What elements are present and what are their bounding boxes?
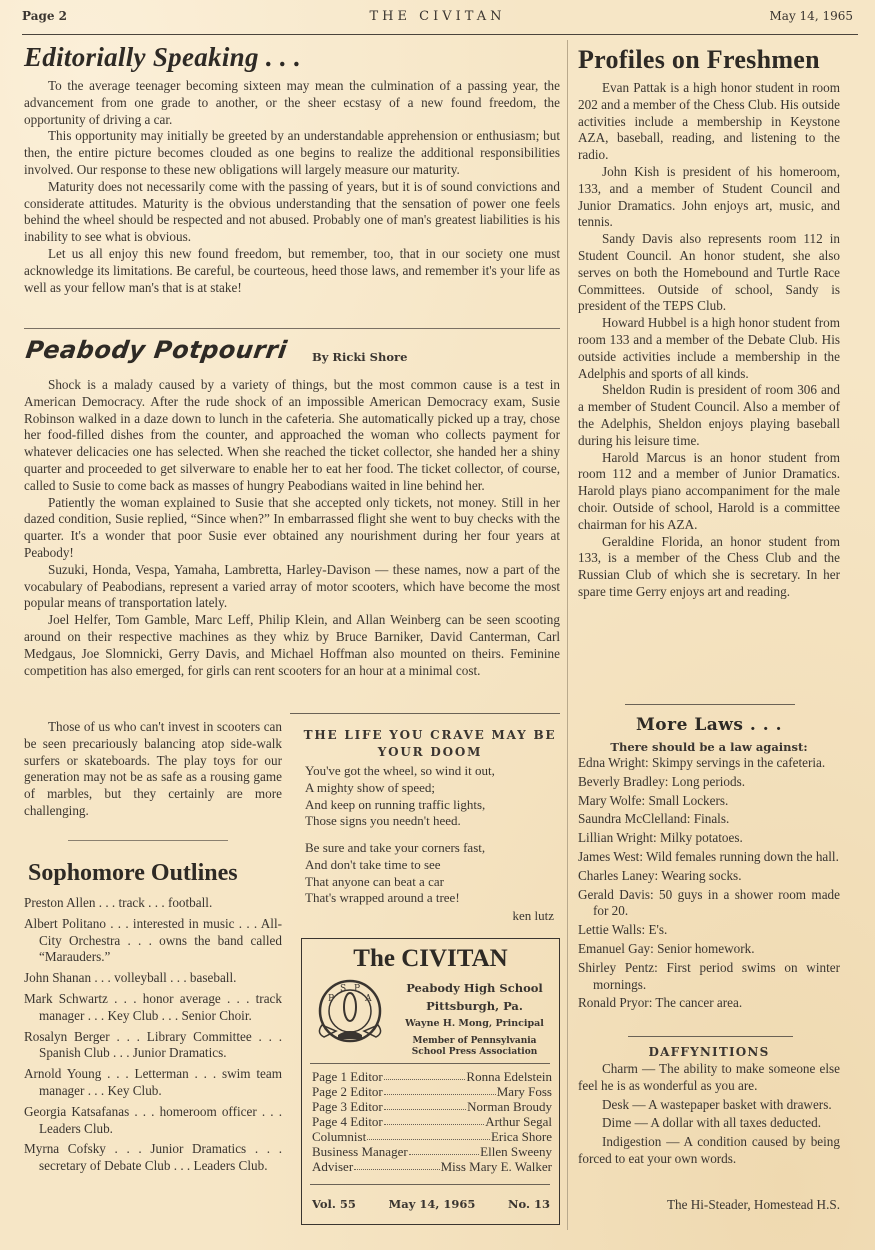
column-divider — [567, 40, 568, 1230]
svg-text:S: S — [340, 984, 347, 994]
list-item: Ronald Pryor: The cancer area. — [578, 995, 743, 1011]
staff-row — [312, 1084, 552, 1099]
masthead-member — [392, 1036, 557, 1058]
list-item: Mary Wolfe: Small Lockers. — [578, 792, 729, 808]
potpourri-paragraph: Suzuki, Honda, Vespa, Yamaha, Lambretta, Harley-Davison — these names, now a part of the vocabulary of Peabodians, represent a varied array of motor scooters, which have become the most popular means of transportation lately. — [24, 561, 560, 611]
list-item: Myrna Cofsky . . . Junior Dramatics . . . secretary of Debate Club . . . Leaders Club. — [24, 1141, 282, 1174]
section-rule — [24, 328, 560, 329]
staff-name: Erica Shore — [490, 1129, 552, 1144]
editorial-paragraph: This opportunity may initially be greeted by an understandable apprehension or enthusiasm; but then, the entire picture becomes clouded as one begins to realize the additional responsibilities involved. Our response to these new obligations will largely measure our maturity. — [24, 128, 560, 177]
section-rule — [68, 840, 228, 841]
potpourri-heading: Peabody Potpourri — [24, 336, 289, 364]
list-item: Lillian Wright: Milky potatoes. — [578, 830, 743, 846]
staff-row — [312, 1129, 552, 1144]
masthead-principal: Wayne H. Mong, Principal — [405, 1018, 544, 1029]
list-item: Beverly Bradley: Long periods. — [578, 773, 746, 789]
staff-role: Page 2 Editor — [312, 1084, 383, 1099]
issue-number: No. 13 — [508, 1197, 550, 1211]
svg-text:A: A — [365, 994, 372, 1004]
staff-name: Ellen Sweeny — [480, 1144, 552, 1159]
editorial-paragraph: Maturity does not necessarily come with the passing of years, but it is of sound convictions and considerate attitudes. Maturity is the obvious understanding that the sensation of power one feels behind the wheel should be respected and not abused. Probably one of man's greatest liabilities is his inability to see what is obvious. — [24, 178, 560, 245]
staff-name: Norman Broudy — [467, 1099, 552, 1114]
editorial-heading: Editorially Speaking . . . — [24, 42, 302, 72]
masthead-school: Peabody High School — [406, 981, 543, 995]
svg-text:P: P — [328, 994, 335, 1004]
list-item: Georgia Katsafanas . . . homeroom officer . . . Leaders Club. — [24, 1103, 282, 1136]
staff-role: Page 1 Editor — [312, 1069, 383, 1084]
svg-text:P: P — [354, 984, 361, 994]
poem-stanza-2 — [305, 840, 560, 907]
editorial-paragraph: To the average teenager becoming sixteen may mean the culmination of a passing year, the advancement from one grade to another, or the sheer ecstasy of a new found freedom, the opportunity of driving a car. — [24, 78, 560, 127]
potpourri-byline: By Ricki Shore — [312, 350, 408, 364]
masthead-member-line: School Press Association — [411, 1047, 538, 1057]
section-rule — [625, 704, 795, 705]
poem-author: ken lutz — [512, 908, 554, 923]
profiles-body — [578, 80, 840, 601]
editorial-paragraph: Let us all enjoy this new found freedom, but remember, too, that in our society one must acknowledge its limitations. Be careful, be courteous, heed those laws, and remember it's your life as well as your fellow man's that is at stake! — [24, 245, 560, 295]
staff-row — [312, 1144, 552, 1159]
poem-line: A mighty show of speed; — [305, 779, 435, 795]
list-item: Saundra McClelland: Finals. — [578, 811, 730, 827]
staff-role: Business Manager — [312, 1144, 408, 1159]
masthead-title: The CIVITAN — [353, 945, 508, 972]
staff-name: Arthur Segal — [485, 1114, 552, 1129]
profiles-heading: Profiles on Freshmen — [578, 45, 820, 74]
header-rule — [22, 34, 858, 35]
daffynitions-credit: The Hi-Steader, Homestead H.S. — [666, 1197, 840, 1212]
staff-row — [312, 1159, 552, 1174]
list-item: James West: Wild females running down the hall. — [578, 848, 839, 864]
staff-role: Page 3 Editor — [312, 1099, 383, 1114]
staff-row — [312, 1099, 552, 1114]
masthead-date: May 14, 1965 — [388, 1197, 476, 1211]
section-rule — [628, 1036, 793, 1037]
newspaper-title: THE CIVITAN — [369, 9, 506, 24]
staff-row — [312, 1069, 552, 1084]
volume: Vol. 55 — [312, 1197, 356, 1211]
staff-role: Adviser — [312, 1159, 354, 1174]
pspa-seal-icon — [314, 977, 386, 1049]
sophomore-list — [24, 895, 282, 1179]
profile-paragraph: Harold Marcus is an honor student from room 112 and a member of Junior Dramatics. Harold plays piano accompaniment for the male choir. Outside of school, Harold is a committee chairman for his AZA. — [578, 449, 840, 532]
list-item: Charles Laney: Wearing socks. — [578, 867, 742, 883]
poem-stanza-1 — [305, 763, 560, 830]
list-item: Emanuel Gay: Senior homework. — [578, 940, 755, 956]
staff-name: Miss Mary E. Walker — [440, 1159, 552, 1174]
editorial-body — [24, 78, 560, 296]
definition: Indigestion — A condition caused by being forced to eat your own words. — [578, 1134, 840, 1166]
definition: Dime — A dollar with all taxes deducted. — [602, 1115, 822, 1131]
staff-name: Mary Foss — [496, 1084, 552, 1099]
masthead-member-line: Member of Pennsylvania — [412, 1036, 537, 1046]
poem-title: THE LIFE YOU CRAVE MAY BE YOUR DOOM — [303, 728, 557, 759]
masthead-rule — [310, 1063, 550, 1064]
profile-paragraph: Evan Pattak is a high honor student in room 202 and a member of the Chess Club. His outside activities include a membership in Keystone AZA, baseball, reading, and listening to the radio. — [578, 80, 840, 163]
staff-row — [312, 1114, 552, 1129]
staff-list — [312, 1069, 552, 1174]
profile-paragraph: Sandy Davis also represents room 112 in Student Council. An honor student, she also serves on both the Homebound and Turtle Race Committees. Outside of school, Sandy is president of the TEPS Club. — [578, 231, 840, 314]
masthead-rule — [310, 1184, 550, 1185]
poem-line: That anyone can beat a car — [305, 873, 444, 889]
laws-heading: More Laws . . . — [635, 715, 783, 735]
staff-role: Columnist — [312, 1129, 367, 1144]
masthead-city: Pittsburgh, Pa. — [426, 999, 523, 1013]
masthead-box — [301, 938, 560, 1225]
potpourri-body — [24, 377, 560, 679]
sophomore-heading: Sophomore Outlines — [28, 860, 238, 886]
list-item: Edna Wright: Skimpy servings in the cafeteria. — [578, 755, 826, 770]
list-item: Rosalyn Berger . . . Library Committee . . . Spanish Club . . . Junior Dramatics. — [24, 1028, 282, 1061]
staff-role: Page 4 Editor — [312, 1114, 383, 1129]
poem-line: You've got the wheel, so wind it out, — [305, 763, 495, 778]
definition: Charm — The ability to make someone else feel he is as wonderful as you are. — [578, 1061, 840, 1093]
profile-paragraph: Sheldon Rudin is president of room 306 and a member of Student Council. Also a member of the Adelphis, Sheldon enjoys playing baseball during his leisure time. — [578, 382, 840, 448]
poem-rule — [290, 713, 560, 714]
potpourri-paragraph: Patiently the woman explained to Susie that she accepted only tickets, not money. Still in her dazed condition, Susie replied, “Since when?” In embarrassed flight she went to buy checks with the quarter. It's a wonder that poor Susie ever obtained any nourishment during her four years at Peabody! — [24, 494, 560, 560]
definition: Desk — A wastepaper basket with drawers. — [602, 1096, 832, 1112]
daffynitions-list — [578, 1061, 840, 1170]
poem-line: Be sure and take your corners fast, — [305, 840, 486, 855]
list-item: Preston Allen . . . track . . . football. — [24, 895, 213, 910]
poem-line: And don't take time to see — [305, 856, 441, 872]
list-item: Albert Politano . . . interested in music . . . All-City Orchestra . . . owns the band called “Marauders.” — [24, 915, 282, 965]
list-item: Gerald Davis: 50 guys in a shower room made for 20. — [578, 886, 840, 919]
list-item: Shirley Pentz: First period swims on winter mornings. — [578, 959, 840, 992]
potpourri-body-end — [24, 719, 282, 820]
issue-date: May 14, 1965 — [769, 9, 853, 23]
laws-subtitle: There should be a law against: — [610, 740, 808, 754]
masthead-footer — [312, 1197, 550, 1211]
poem-line: That's wrapped around a tree! — [305, 890, 460, 906]
daffynitions-heading: DAFFYNITIONS — [648, 1045, 770, 1059]
list-item: John Shanan . . . volleyball . . . baseball. — [24, 970, 237, 986]
poem-line: Those signs you needn't heed. — [305, 813, 461, 829]
potpourri-paragraph: Joel Helfer, Tom Gamble, Marc Leff, Philip Klein, and Allan Weinberg can be seen scooting around on their respective machines as they whiz by Bruce Barniker, David Canterman, Carl Medgaus, Joe Slomnicki, Gerry Davis, and Michael Hoffman also mounted on theirs. Feminine competition has also emerged, for girls can rent scooters for an hour at a minimal cost. — [24, 612, 560, 678]
profile-paragraph: John Kish is president of his homeroom, 133, and a member of Student Council and Junior Dramatics. John enjoys art, music, and tennis. — [578, 163, 840, 230]
profile-paragraph: Howard Hubbel is a high honor student from room 133 and a member of the Debate Club. His outside activities include a membership in the Adelphis and sports of all kinds. — [578, 315, 840, 381]
laws-list — [578, 755, 840, 1014]
profile-paragraph: Geraldine Florida, an honor student from 133, is a member of the Chess Club and the Russian Club of which she is secretary. In her spare time Gerry enjoys art and reading. — [578, 533, 840, 599]
staff-name: Ronna Edelstein — [466, 1069, 552, 1084]
list-item: Arnold Young . . . Letterman . . . swim team manager . . . Key Club. — [24, 1066, 282, 1098]
poem-line: And keep on running traffic lights, — [305, 796, 486, 812]
list-item: Lettie Walls: E's. — [578, 922, 668, 938]
list-item: Mark Schwartz . . . honor average . . . track manager . . . Key Club . . . Senior Choir. — [24, 990, 282, 1023]
page-number: Page 2 — [22, 9, 68, 23]
potpourri-paragraph: Those of us who can't invest in scooters can be seen precariously balancing atop side-walk surfers or skateboards. The play toys for our generation may not be as safe as a rousing game of marbles, but they certainly are more challenging. — [24, 719, 282, 818]
potpourri-paragraph: Shock is a malady caused by a variety of things, but the most common cause is a test in American Democracy. After the rude shock of an impossible American Democracy exam, Susie Robinson walked in a daze down to lunch in the cafeteria. She automatically picked up a tray, chose her food-filled dishes from the counter, and approached the woman who collects payment for whatever delicacies one has selected. When she reached the ticket collector, she handed her a shiny quarter and proceeded to get silverware to enable her to eat her food. The ticket collector, of course, called to Susie to come back as masses of hungry Peabodians waited in line behind her. — [24, 377, 560, 493]
